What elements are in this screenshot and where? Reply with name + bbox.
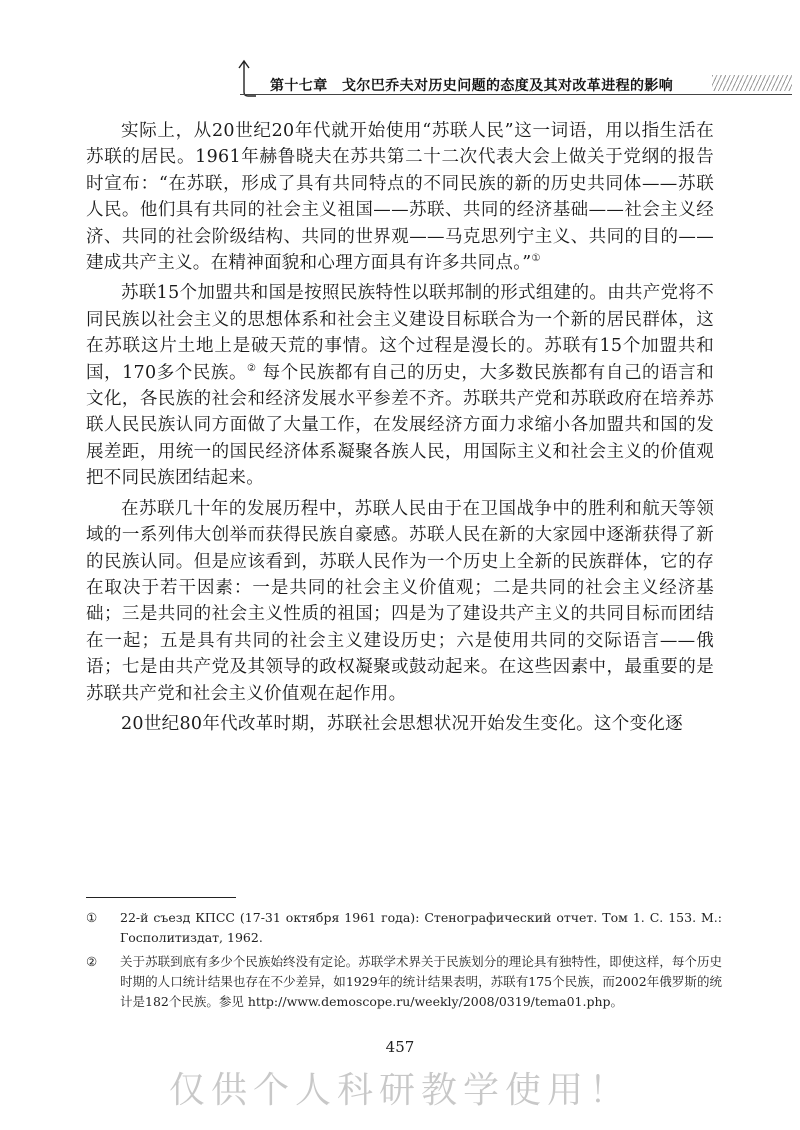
footnote-text: 关于苏联到底有多少个民族始终没有定论。苏联学术界关于民族划分的理论具有独特性，即使这样，每个历史时期的人口统计结果也存在不少差异，如1929年的统计结果表明，苏联有175个民族，而2002年俄罗斯的统计是182个民族。参见 http://www.demoscope.ru/weekly/2008/0319/tema01.php。 [120, 954, 722, 1009]
paragraph-4 [86, 711, 714, 737]
footnote-ref-2[interactable]: ② [247, 362, 257, 374]
footnotes [86, 908, 722, 1016]
footnote-mark: ② [86, 954, 98, 969]
header-hatch-decoration [712, 75, 792, 91]
footnote-separator [86, 897, 236, 898]
paragraph-text: 实际上，从20世纪20年代就开始使用“苏联人民”这一词语，用以指生活在苏联的居民。1961年赫鲁晓夫在苏共第二十二次代表大会上做关于党纲的报告时宣布：“在苏联，形成了具有共同特点的不同民族的新的历史共同体——苏联人民。他们具有共同的社会主义祖国——苏联、共同的经济基础——社会主义经济、共同的社会阶级结构、共同的世界观——马克思列宁主义、共同的目的——建成共产主义。在精神面貌和心理方面具有许多共同点。” [86, 121, 714, 274]
paragraph-text: 20世纪80年代改革时期，苏联社会思想状况开始发生变化。这个变化逐 [121, 713, 683, 734]
paragraph-text: 苏联15个加盟共和国是按照民族特性以联邦制的形式组建的。由共产党将不同民族以社会主义的思想体系和社会主义建设目标联合为一个新的居民群体，这在苏联这片土地上是破天荒的事情。这个过程是漫长的。苏联有15个加盟共和国，170多个民族。 [86, 283, 714, 383]
page-number: 457 [385, 1038, 415, 1056]
footnote-text: 22-й съезд КПСС (17-31 октября 1961 года): Стенографический отчет. Том 1. С. 153. М.: Госполитиздат, 1962. [120, 910, 722, 945]
footnote-ref-1[interactable]: ① [531, 253, 541, 265]
footnote-1 [86, 908, 722, 948]
paragraph-text: 每个民族都有自己的历史，大多数民族都有自己的语言和文化，各民族的社会和经济发展水平参差不齐。苏联共产党和苏联政府在培养苏联人民民族认同方面做了大量工作，在发展经济方面力求缩小各加盟共和国的发展差距，用统一的国民经济体系凝聚各族人民，用国际主义和社会主义的价值观把不同民族团结起来。 [86, 362, 714, 489]
paragraph-text: 在苏联几十年的发展历程中，苏联人民由于在卫国战争中的胜利和航天等领域的一系列伟大创举而获得民族自豪感。苏联人民在新的大家园中逐渐获得了新的民族认同。但是应该看到，苏联人民作为一个历史上全新的民族群体，它的存在取决于若干因素：一是共同的社会主义价值观；二是共同的社会主义经济基础；三是共同的社会主义性质的祖国；四是为了建设共产主义的共同目标而团结在一起；五是具有共同的社会主义建设历史；六是使用共同的交际语言——俄语；七是由共产党及其领导的政权凝聚或鼓动起来。在这些因素中，最重要的是苏联共产党和社会主义价值观在起作用。 [86, 498, 714, 704]
paragraph-1 [86, 118, 714, 276]
up-arrow-icon [232, 58, 256, 98]
watermark-text: 仅供个人科研教学使用！ [168, 1070, 631, 1111]
footnote-2 [86, 952, 722, 1012]
running-header [232, 58, 792, 98]
footnote-mark: ① [86, 910, 98, 925]
header-rule [240, 94, 792, 95]
chapter-title: 第十七章 戈尔巴乔夫对历史问题的态度及其对改革进程的影响 [270, 78, 674, 94]
paragraph-2 [86, 280, 714, 491]
body-text [86, 118, 714, 737]
paragraph-3 [86, 496, 714, 707]
